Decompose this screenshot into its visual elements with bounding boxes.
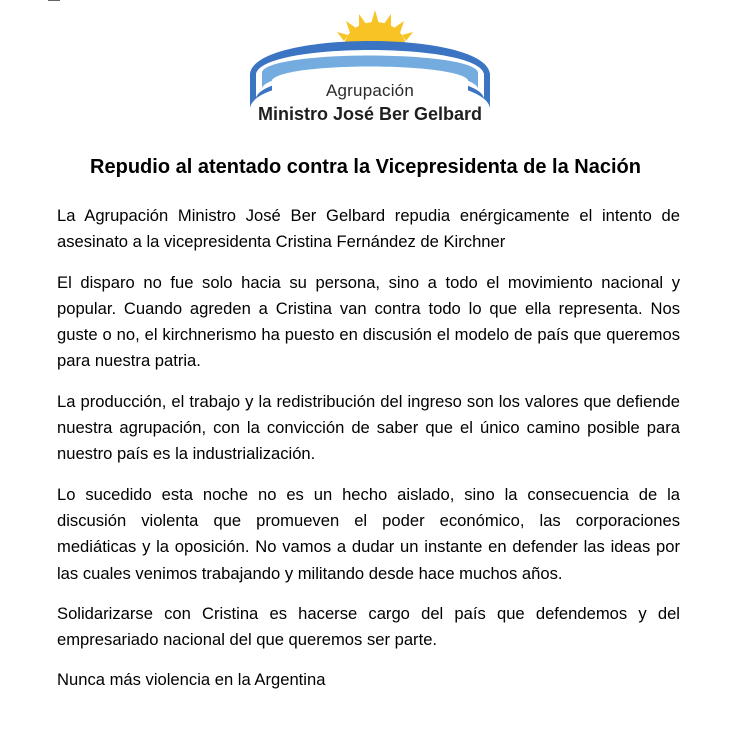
paragraph-2: El disparo no fue solo hacia su persona, sino a todo el movimiento nacional y popular. Cuando agreden a Cristina van contra todo lo que ella representa. Nos guste o no, el kirchnerismo ha puesto en discusión el modelo de país que queremos para nuestra patria.: [57, 272, 680, 371]
logo-line-ministro: Ministro José Ber Gelbard: [257, 104, 483, 124]
paragraph-4: Lo sucedido esta noche no es un hecho aislado, sino la consecuencia de la discusión violenta que promueven el poder económico, las corporaciones mediáticas y la oposición. No vamos a dudar un instante en defender las ideas por las cuales venimos trabajando y militando desde hace muchos años.: [57, 484, 680, 583]
paragraph-6: Nunca más violencia en la Argentina: [57, 670, 326, 690]
paragraph-5: Solidarizarse con Cristina es hacerse cargo del país que defendemos y del empresariado nacional del que queremos ser parte.: [57, 603, 680, 650]
logo-line-agrupacion: Agrupación: [325, 81, 414, 100]
agrupacion-logo: [244, 8, 496, 128]
corner-mark: [48, 0, 60, 1]
document-title: Repudio al atentado contra la Vicepresidenta de la Nación: [90, 156, 641, 178]
document-body: [57, 203, 680, 708]
paragraph-3: La producción, el trabajo y la redistribución del ingreso son los valores que defiende nuestra agrupación, con la convicción de saber que el único camino posible para nuestro país es la industrialización.: [57, 391, 680, 464]
paragraph-1: La Agrupación Ministro José Ber Gelbard repudia enérgicamente el intento de asesinato a la vicepresidenta Cristina Fernández de Kirchner: [57, 206, 680, 252]
